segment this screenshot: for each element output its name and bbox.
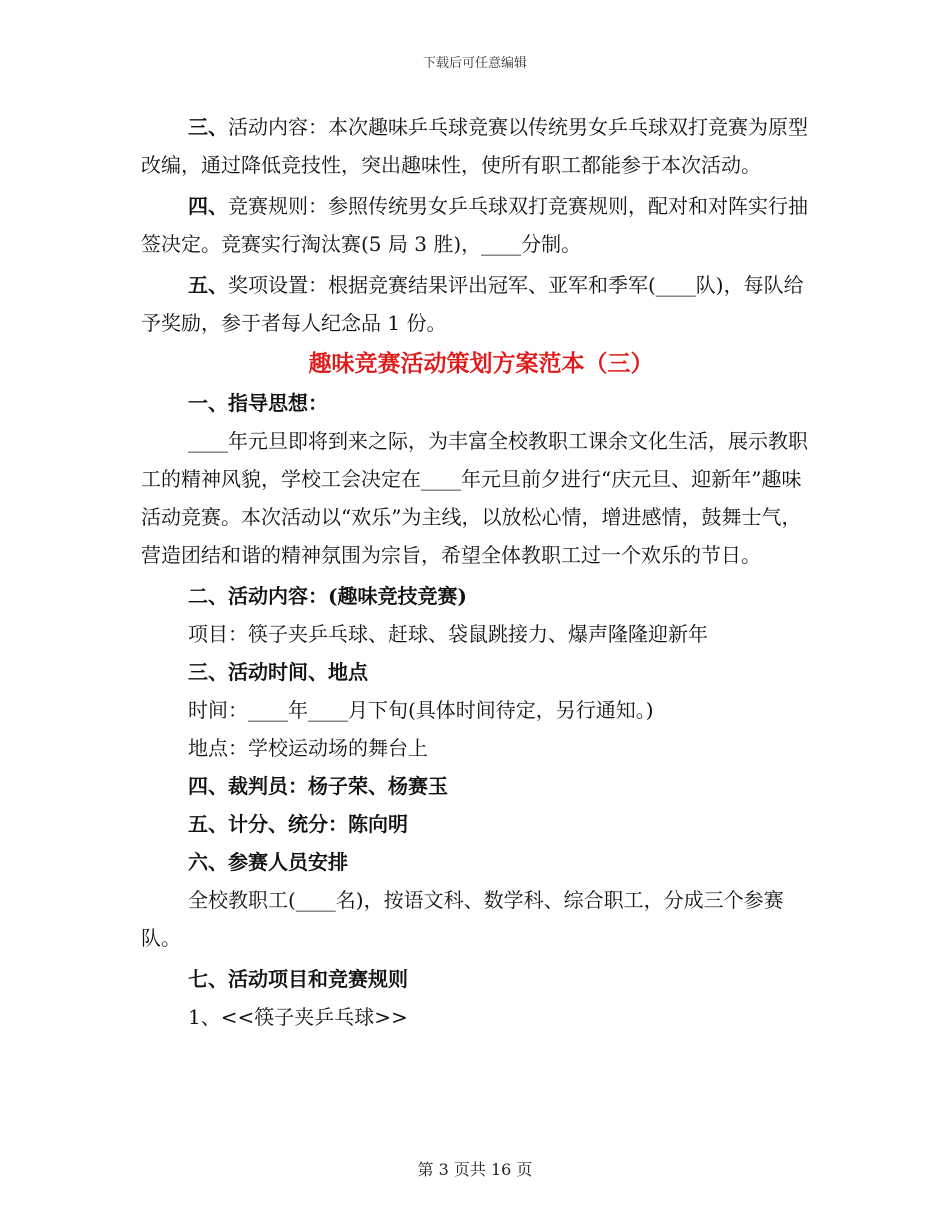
paragraph-text: 奖项设置：根据竞赛结果评出冠军、亚军和季军(____队)，每队给予奖励，参于者每人纪念品 1 份。 [141,273,804,335]
document-title: 趣味竞赛活动策划方案范本（三） [308,350,654,377]
paragraph-competition-rules [141,187,821,263]
document-body [141,108,821,1036]
paragraph-number: 五、 [188,273,228,297]
paragraph-text: 活动内容：本次趣味乒乓球竞赛以传统男女乒乓球双打竞赛为原型改编，通过降低竞技性，突出趣味性，使所有职工都能参于本次活动。 [141,115,808,177]
section-heading-time-place: 三、活动时间、地点 [188,660,368,684]
section-heading-participants: 六、参赛人员安排 [188,850,348,874]
section-body-activity-items: 项目：筷子夹乒乓球、赶球、袋鼠跳接力、爆声隆隆迎新年 [188,622,708,646]
section-heading-scoring: 五、计分、统分：陈向明 [188,812,408,836]
list-item: 1、<<筷子夹乒乓球>> [188,1005,408,1029]
section-heading-activity-content: 二、活动内容：(趣味竞技竞赛) [188,584,467,608]
section-body-guiding-ideology: ____年元旦即将到来之际，为丰富全校教职工课余文化生活，展示教职工的精神风貌，学校工会决定在____年元旦前夕进行“庆元旦、迎新年”趣味活动竞赛。本次活动以“欢乐”为主线，以放松心情，增进感情，鼓舞士气，营造团结和谐的精神氛围为宗旨，希望全体教职工过一个欢乐的节日。 [141,429,808,567]
paragraph-activity-content [141,108,821,184]
section-heading-guiding-ideology: 一、指导思想： [188,391,328,415]
section-heading-rules: 七、活动项目和竞赛规则 [188,967,408,991]
paragraph-text: 竞赛规则：参照传统男女乒乓球双打竞赛规则，配对和对阵实行抽签决定。竞赛实行淘汰赛(5 局 3 胜)，____分制。 [141,194,808,256]
paragraph-number: 四、 [188,194,228,218]
page-number: 第 3 页共 16 页 [417,1160,533,1179]
section-body-participants: 全校教职工(____名)，按语文科、数学科、综合职工，分成三个参赛队。 [141,888,784,950]
section-body-time: 时间：____年____月下旬(具体时间待定，另行通知。) [188,698,654,722]
paragraph-number: 三、 [188,115,228,139]
section-heading-referees: 四、裁判员：杨子荣、杨赛玉 [188,774,448,798]
section-body-place: 地点：学校运动场的舞台上 [188,736,428,760]
paragraph-awards [141,266,821,342]
page-header: 下载后可任意编辑 [422,56,527,71]
